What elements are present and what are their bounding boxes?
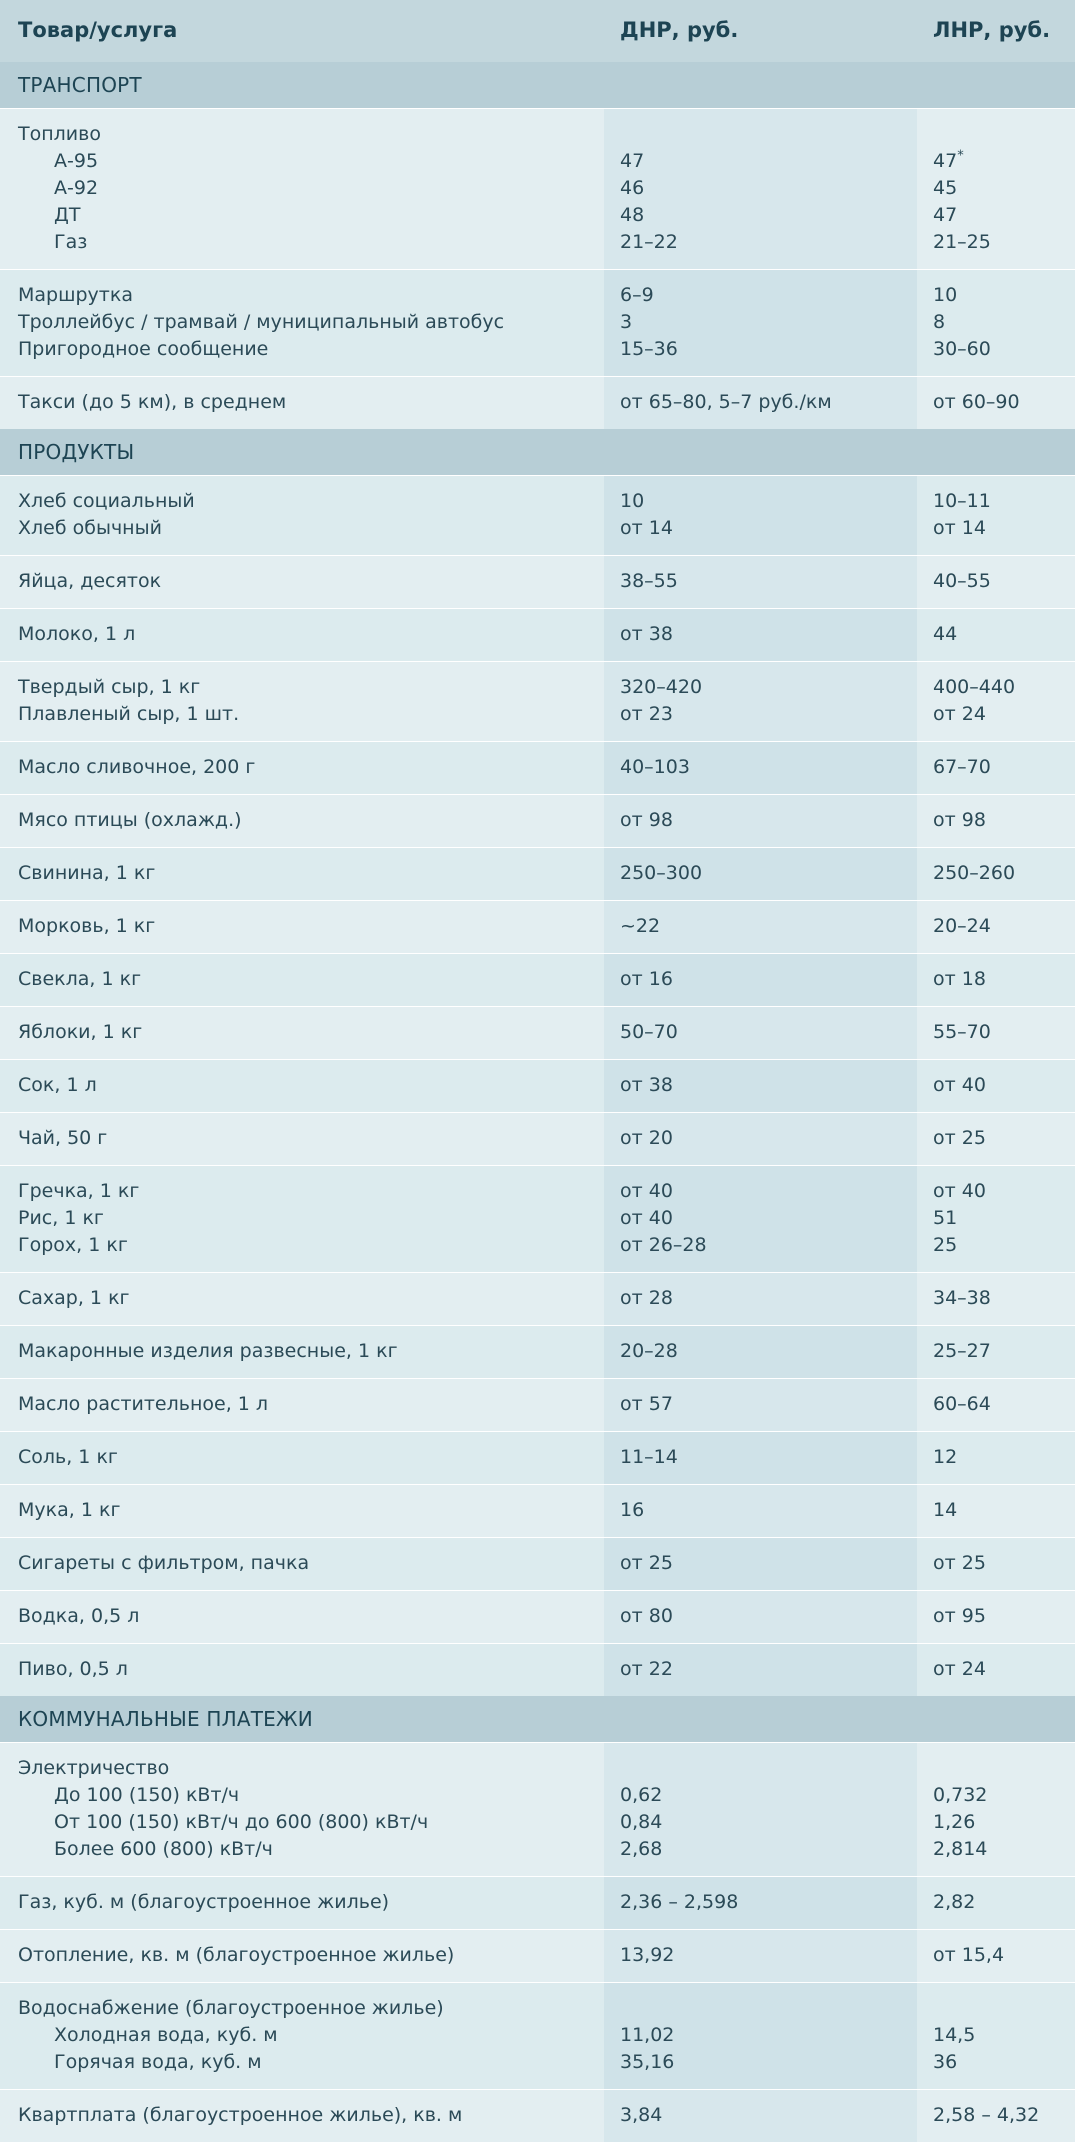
lnr-price-line: от 24 bbox=[933, 1656, 1061, 1683]
table-row bbox=[0, 1432, 1075, 1485]
table-row bbox=[0, 556, 1075, 609]
lnr-price-line: 67–70 bbox=[933, 754, 1061, 781]
item-name-line: Яйца, десяток bbox=[18, 568, 590, 595]
dnr-price-cell bbox=[604, 1007, 917, 1060]
item-name-cell bbox=[0, 901, 604, 954]
lnr-price-line: от 18 bbox=[933, 966, 1061, 993]
item-name-cell bbox=[0, 2090, 604, 2142]
item-name-line: Плавленый сыр, 1 шт. bbox=[18, 701, 590, 728]
section-row bbox=[0, 429, 1075, 476]
column-header-lnr: ЛНР, руб. bbox=[917, 0, 1075, 62]
table-header bbox=[0, 0, 1075, 62]
section-title: ПРОДУКТЫ bbox=[0, 429, 1075, 476]
dnr-price-cell bbox=[604, 1485, 917, 1538]
lnr-price-line: 25 bbox=[933, 1232, 1061, 1259]
table-row bbox=[0, 1007, 1075, 1060]
dnr-price-line: 250–300 bbox=[620, 860, 903, 887]
lnr-price-line bbox=[933, 121, 1061, 148]
dnr-price-cell bbox=[604, 662, 917, 742]
section-row bbox=[0, 62, 1075, 109]
dnr-price-cell bbox=[604, 1432, 917, 1485]
item-name-line: Троллейбус / трамвай / муниципальный автобус bbox=[18, 309, 590, 336]
dnr-price-line: от 14 bbox=[620, 515, 903, 542]
item-name-cell bbox=[0, 954, 604, 1007]
lnr-price-line: 45 bbox=[933, 175, 1061, 202]
lnr-price-line: 400–440 bbox=[933, 674, 1061, 701]
item-name-line: Газ bbox=[18, 229, 590, 256]
dnr-price-cell bbox=[604, 848, 917, 901]
item-name-line: Яблоки, 1 кг bbox=[18, 1019, 590, 1046]
item-name-line: Водоснабжение (благоустроенное жилье) bbox=[18, 1995, 590, 2022]
item-name-cell bbox=[0, 1644, 604, 1697]
dnr-price-line: 46 bbox=[620, 175, 903, 202]
dnr-price-cell bbox=[604, 609, 917, 662]
table-row bbox=[0, 901, 1075, 954]
item-name-line: Холодная вода, куб. м bbox=[18, 2022, 590, 2049]
table-row bbox=[0, 1166, 1075, 1273]
lnr-price-line: 10–11 bbox=[933, 488, 1061, 515]
lnr-price-cell bbox=[917, 1432, 1075, 1485]
item-name-cell bbox=[0, 1877, 604, 1930]
dnr-price-line: 6–9 bbox=[620, 282, 903, 309]
dnr-price-cell bbox=[604, 1930, 917, 1983]
lnr-price-cell bbox=[917, 1538, 1075, 1591]
table-body bbox=[0, 62, 1075, 2142]
item-name-line: Сок, 1 л bbox=[18, 1072, 590, 1099]
table-row bbox=[0, 662, 1075, 742]
column-header-dnr: ДНР, руб. bbox=[604, 0, 917, 62]
lnr-price-cell bbox=[917, 609, 1075, 662]
section-title: ТРАНСПОРТ bbox=[0, 62, 1075, 109]
dnr-price-line: 13,92 bbox=[620, 1942, 903, 1969]
lnr-price-cell bbox=[917, 1060, 1075, 1113]
table-row bbox=[0, 109, 1075, 270]
item-name-line: Более 600 (800) кВт/ч bbox=[18, 1836, 590, 1863]
lnr-price-cell bbox=[917, 795, 1075, 848]
dnr-price-cell bbox=[604, 1538, 917, 1591]
item-name-cell bbox=[0, 1273, 604, 1326]
table-row bbox=[0, 1326, 1075, 1379]
item-name-line: До 100 (150) кВт/ч bbox=[18, 1782, 590, 1809]
item-name-line: От 100 (150) кВт/ч до 600 (800) кВт/ч bbox=[18, 1809, 590, 1836]
table-row bbox=[0, 1113, 1075, 1166]
item-name-line: Масло сливочное, 200 г bbox=[18, 754, 590, 781]
item-name-line: А-95 bbox=[18, 148, 590, 175]
column-header-name: Товар/услуга bbox=[0, 0, 604, 62]
dnr-price-line: от 38 bbox=[620, 621, 903, 648]
item-name-line: Молоко, 1 л bbox=[18, 621, 590, 648]
lnr-price-line bbox=[933, 1755, 1061, 1782]
dnr-price-cell bbox=[604, 2090, 917, 2142]
dnr-price-line: от 38 bbox=[620, 1072, 903, 1099]
item-name-cell bbox=[0, 1485, 604, 1538]
lnr-price-line: 20–24 bbox=[933, 913, 1061, 940]
item-name-cell bbox=[0, 1930, 604, 1983]
dnr-price-cell bbox=[604, 556, 917, 609]
lnr-price-cell bbox=[917, 1485, 1075, 1538]
table-row bbox=[0, 1983, 1075, 2090]
dnr-price-cell bbox=[604, 901, 917, 954]
dnr-price-line: 35,16 bbox=[620, 2049, 903, 2076]
dnr-price-line: от 57 bbox=[620, 1391, 903, 1418]
dnr-price-line: 47 bbox=[620, 148, 903, 175]
item-name-line: Масло растительное, 1 л bbox=[18, 1391, 590, 1418]
footnote-marker: * bbox=[957, 149, 964, 164]
item-name-cell bbox=[0, 1432, 604, 1485]
table-row bbox=[0, 1379, 1075, 1432]
lnr-price-line: 55–70 bbox=[933, 1019, 1061, 1046]
dnr-price-cell bbox=[604, 270, 917, 377]
lnr-price-line: 40–55 bbox=[933, 568, 1061, 595]
dnr-price-line: 10 bbox=[620, 488, 903, 515]
dnr-price-line: от 40 bbox=[620, 1205, 903, 1232]
dnr-price-cell bbox=[604, 377, 917, 430]
lnr-price-line: 2,82 bbox=[933, 1889, 1061, 1916]
item-name-line: Пиво, 0,5 л bbox=[18, 1656, 590, 1683]
dnr-price-line: от 65–80, 5–7 руб./км bbox=[620, 389, 903, 416]
item-name-cell bbox=[0, 662, 604, 742]
table-row bbox=[0, 1485, 1075, 1538]
item-name-line: Горох, 1 кг bbox=[18, 1232, 590, 1259]
item-name-line: Сахар, 1 кг bbox=[18, 1285, 590, 1312]
dnr-price-cell bbox=[604, 1060, 917, 1113]
dnr-price-line: 50–70 bbox=[620, 1019, 903, 1046]
dnr-price-line: от 40 bbox=[620, 1178, 903, 1205]
lnr-price-cell bbox=[917, 1273, 1075, 1326]
lnr-price-line: 10 bbox=[933, 282, 1061, 309]
dnr-price-line: 38–55 bbox=[620, 568, 903, 595]
item-name-cell bbox=[0, 1983, 604, 2090]
item-name-line: Свекла, 1 кг bbox=[18, 966, 590, 993]
dnr-price-line: 15–36 bbox=[620, 336, 903, 363]
dnr-price-cell bbox=[604, 742, 917, 795]
dnr-price-line: от 25 bbox=[620, 1550, 903, 1577]
dnr-price-cell bbox=[604, 476, 917, 556]
item-name-line: Электричество bbox=[18, 1755, 590, 1782]
table-row bbox=[0, 1060, 1075, 1113]
table-row bbox=[0, 377, 1075, 430]
dnr-price-cell bbox=[604, 1379, 917, 1432]
dnr-price-line: 2,36 – 2,598 bbox=[620, 1889, 903, 1916]
section-row bbox=[0, 1696, 1075, 1743]
table-row bbox=[0, 848, 1075, 901]
dnr-price-line: от 20 bbox=[620, 1125, 903, 1152]
lnr-price-line: 30–60 bbox=[933, 336, 1061, 363]
item-name-cell bbox=[0, 848, 604, 901]
dnr-price-line: 320–420 bbox=[620, 674, 903, 701]
item-name-line: Топливо bbox=[18, 121, 590, 148]
item-name-cell bbox=[0, 742, 604, 795]
dnr-price-line: 3 bbox=[620, 309, 903, 336]
lnr-price-cell bbox=[917, 1326, 1075, 1379]
lnr-price-line: 51 bbox=[933, 1205, 1061, 1232]
lnr-price-cell bbox=[917, 377, 1075, 430]
lnr-price-line: 34–38 bbox=[933, 1285, 1061, 1312]
lnr-price-line: от 40 bbox=[933, 1072, 1061, 1099]
dnr-price-line: 48 bbox=[620, 202, 903, 229]
item-name-line: Соль, 1 кг bbox=[18, 1444, 590, 1471]
lnr-price-cell bbox=[917, 742, 1075, 795]
table-row bbox=[0, 1644, 1075, 1697]
header-row bbox=[0, 0, 1075, 62]
dnr-price-cell bbox=[604, 954, 917, 1007]
lnr-price-line: от 14 bbox=[933, 515, 1061, 542]
lnr-price-line: от 25 bbox=[933, 1550, 1061, 1577]
item-name-cell bbox=[0, 1743, 604, 1877]
item-name-line: Гречка, 1 кг bbox=[18, 1178, 590, 1205]
table-row bbox=[0, 609, 1075, 662]
lnr-price-line: 14,5 bbox=[933, 2022, 1061, 2049]
section-title: КОММУНАЛЬНЫЕ ПЛАТЕЖИ bbox=[0, 1696, 1075, 1743]
item-name-line: Мясо птицы (охлажд.) bbox=[18, 807, 590, 834]
dnr-price-cell bbox=[604, 1743, 917, 1877]
lnr-price-cell bbox=[917, 476, 1075, 556]
item-name-cell bbox=[0, 1113, 604, 1166]
dnr-price-cell bbox=[604, 1326, 917, 1379]
table-row bbox=[0, 476, 1075, 556]
lnr-price-line: 0,732 bbox=[933, 1782, 1061, 1809]
lnr-price-line: от 98 bbox=[933, 807, 1061, 834]
item-name-line: А-92 bbox=[18, 175, 590, 202]
table-row bbox=[0, 1273, 1075, 1326]
item-name-line: Макаронные изделия развесные, 1 кг bbox=[18, 1338, 590, 1365]
dnr-price-line bbox=[620, 121, 903, 148]
item-name-line: Чай, 50 г bbox=[18, 1125, 590, 1152]
lnr-price-line: 36 bbox=[933, 2049, 1061, 2076]
table-row bbox=[0, 1930, 1075, 1983]
lnr-price-cell bbox=[917, 109, 1075, 270]
table-row bbox=[0, 2090, 1075, 2142]
dnr-price-line: 40–103 bbox=[620, 754, 903, 781]
item-name-cell bbox=[0, 109, 604, 270]
dnr-price-line: от 28 bbox=[620, 1285, 903, 1312]
dnr-price-line: 2,68 bbox=[620, 1836, 903, 1863]
lnr-price-cell bbox=[917, 1743, 1075, 1877]
lnr-price-line: от 60–90 bbox=[933, 389, 1061, 416]
lnr-price-line: от 25 bbox=[933, 1125, 1061, 1152]
table-row bbox=[0, 954, 1075, 1007]
lnr-price-line: 25–27 bbox=[933, 1338, 1061, 1365]
dnr-price-line: 3,84 bbox=[620, 2102, 903, 2129]
dnr-price-cell bbox=[604, 1877, 917, 1930]
item-name-cell bbox=[0, 270, 604, 377]
item-name-line: Квартплата (благоустроенное жилье), кв. м bbox=[18, 2102, 590, 2129]
dnr-price-line: 21–22 bbox=[620, 229, 903, 256]
lnr-price-cell bbox=[917, 901, 1075, 954]
dnr-price-line: от 98 bbox=[620, 807, 903, 834]
dnr-price-line: 0,62 bbox=[620, 1782, 903, 1809]
dnr-price-line: от 22 bbox=[620, 1656, 903, 1683]
item-name-line: Газ, куб. м (благоустроенное жилье) bbox=[18, 1889, 590, 1916]
lnr-price-line: 1,26 bbox=[933, 1809, 1061, 1836]
item-name-cell bbox=[0, 1060, 604, 1113]
item-name-line: Мука, 1 кг bbox=[18, 1497, 590, 1524]
lnr-price-line: от 40 bbox=[933, 1178, 1061, 1205]
item-name-cell bbox=[0, 556, 604, 609]
dnr-price-line bbox=[620, 1755, 903, 1782]
dnr-price-line: 16 bbox=[620, 1497, 903, 1524]
lnr-price-line: 2,814 bbox=[933, 1836, 1061, 1863]
lnr-price-line: 2,58 – 4,32 bbox=[933, 2102, 1061, 2129]
lnr-price-line: от 95 bbox=[933, 1603, 1061, 1630]
table-row bbox=[0, 795, 1075, 848]
dnr-price-cell bbox=[604, 1166, 917, 1273]
dnr-price-line: 0,84 bbox=[620, 1809, 903, 1836]
item-name-line: Такси (до 5 км), в среднем bbox=[18, 389, 590, 416]
dnr-price-cell bbox=[604, 1113, 917, 1166]
lnr-price-cell bbox=[917, 848, 1075, 901]
dnr-price-line: от 16 bbox=[620, 966, 903, 993]
lnr-price-line: 14 bbox=[933, 1497, 1061, 1524]
lnr-price-cell bbox=[917, 270, 1075, 377]
item-name-line: Горячая вода, куб. м bbox=[18, 2049, 590, 2076]
item-name-cell bbox=[0, 1379, 604, 1432]
lnr-price-cell bbox=[917, 1379, 1075, 1432]
item-name-line: Морковь, 1 кг bbox=[18, 913, 590, 940]
item-name-cell bbox=[0, 1166, 604, 1273]
item-name-cell bbox=[0, 609, 604, 662]
lnr-price-line: 250–260 bbox=[933, 860, 1061, 887]
item-name-cell bbox=[0, 1538, 604, 1591]
dnr-price-line: ~22 bbox=[620, 913, 903, 940]
dnr-price-line: 11,02 bbox=[620, 2022, 903, 2049]
dnr-price-line bbox=[620, 1995, 903, 2022]
dnr-price-line: от 26–28 bbox=[620, 1232, 903, 1259]
lnr-price-cell bbox=[917, 1644, 1075, 1697]
table-row bbox=[0, 1877, 1075, 1930]
lnr-price-cell bbox=[917, 954, 1075, 1007]
dnr-price-line: 20–28 bbox=[620, 1338, 903, 1365]
dnr-price-cell bbox=[604, 1644, 917, 1697]
lnr-price-cell bbox=[917, 2090, 1075, 2142]
item-name-line: Свинина, 1 кг bbox=[18, 860, 590, 887]
item-name-line: Водка, 0,5 л bbox=[18, 1603, 590, 1630]
item-name-line: Сигареты с фильтром, пачка bbox=[18, 1550, 590, 1577]
dnr-price-cell bbox=[604, 109, 917, 270]
item-name-cell bbox=[0, 795, 604, 848]
table-row bbox=[0, 1743, 1075, 1877]
dnr-price-cell bbox=[604, 1273, 917, 1326]
lnr-price-line: от 15,4 bbox=[933, 1942, 1061, 1969]
item-name-cell bbox=[0, 1326, 604, 1379]
lnr-price-cell bbox=[917, 1007, 1075, 1060]
item-name-line: Маршрутка bbox=[18, 282, 590, 309]
table-row bbox=[0, 270, 1075, 377]
item-name-line: Хлеб социальный bbox=[18, 488, 590, 515]
item-name-line: ДТ bbox=[18, 202, 590, 229]
dnr-price-cell bbox=[604, 1983, 917, 2090]
lnr-price-line: 44 bbox=[933, 621, 1061, 648]
lnr-price-line: 8 bbox=[933, 309, 1061, 336]
dnr-price-cell bbox=[604, 795, 917, 848]
item-name-line: Твердый сыр, 1 кг bbox=[18, 674, 590, 701]
item-name-cell bbox=[0, 377, 604, 430]
dnr-price-line: от 23 bbox=[620, 701, 903, 728]
lnr-price-line: 60–64 bbox=[933, 1391, 1061, 1418]
lnr-price-line: 12 bbox=[933, 1444, 1061, 1471]
lnr-price-line: 21–25 bbox=[933, 229, 1061, 256]
dnr-price-line: от 80 bbox=[620, 1603, 903, 1630]
lnr-price-line: от 24 bbox=[933, 701, 1061, 728]
dnr-price-line: 11–14 bbox=[620, 1444, 903, 1471]
lnr-price-cell bbox=[917, 1983, 1075, 2090]
item-name-line: Хлеб обычный bbox=[18, 515, 590, 542]
lnr-price-cell bbox=[917, 1113, 1075, 1166]
dnr-price-cell bbox=[604, 1591, 917, 1644]
item-name-line: Отопление, кв. м (благоустроенное жилье) bbox=[18, 1942, 590, 1969]
table-row bbox=[0, 1538, 1075, 1591]
lnr-price-cell bbox=[917, 1166, 1075, 1273]
lnr-price-cell bbox=[917, 662, 1075, 742]
lnr-price-line: 47* bbox=[933, 148, 1061, 175]
item-name-cell bbox=[0, 476, 604, 556]
table-row bbox=[0, 1591, 1075, 1644]
item-name-cell bbox=[0, 1591, 604, 1644]
lnr-price-cell bbox=[917, 1930, 1075, 1983]
item-name-cell bbox=[0, 1007, 604, 1060]
lnr-price-line bbox=[933, 1995, 1061, 2022]
lnr-price-line: 47 bbox=[933, 202, 1061, 229]
item-name-line: Рис, 1 кг bbox=[18, 1205, 590, 1232]
item-name-line: Пригородное сообщение bbox=[18, 336, 590, 363]
lnr-price-cell bbox=[917, 1591, 1075, 1644]
lnr-price-cell bbox=[917, 1877, 1075, 1930]
lnr-price-cell bbox=[917, 556, 1075, 609]
table-row bbox=[0, 742, 1075, 795]
